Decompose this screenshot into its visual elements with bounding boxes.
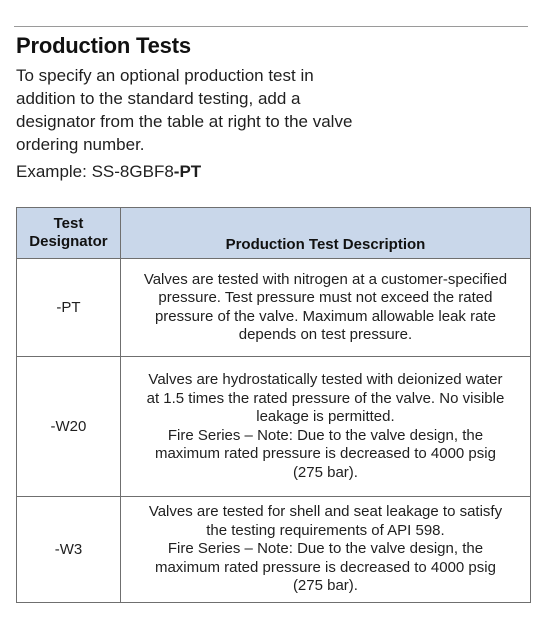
description-line: the testing requirements of API 598. [206, 521, 445, 539]
description-line: pressure. Test pressure must not exceed the rated [158, 289, 493, 306]
intro-paragraph: To specify an optional production test in addition to the standard testing, add a designator from the table at right to the valve ordering number. [16, 66, 353, 154]
table-row [17, 259, 531, 357]
description-cell [120, 357, 530, 497]
production-tests-table [16, 207, 531, 603]
description-line: Fire Series – Note: Due to the valve design, the [167, 426, 484, 444]
designator-cell: -W3 [17, 497, 121, 603]
table-header-row [17, 208, 531, 259]
top-divider [14, 26, 528, 27]
description-line: leakage is permitted. [256, 408, 395, 425]
designator-cell: -W20 [17, 357, 121, 497]
description-line: (275 bar). [292, 577, 358, 595]
description-line: Valves are tested for shell and seat leakage to satisfy [148, 503, 503, 521]
section-title: Production Tests [16, 33, 191, 58]
description-line: (275 bar). [292, 463, 358, 481]
table-row [17, 357, 531, 497]
table-row [17, 497, 531, 603]
example-line [16, 160, 201, 183]
description-line: maximum rated pressure is decreased to 4000 psig [154, 445, 496, 462]
header-description: Production Test Description [120, 208, 530, 259]
example-prefix: Example: SS-8GBF8 [16, 162, 174, 181]
description-line: at 1.5 times the rated pressure of the valve. No visible [146, 389, 505, 407]
description-line: Valves are hydrostatically tested with deionized water [148, 371, 503, 388]
header-designator-line1: Test [53, 215, 84, 232]
designator-cell: -PT [17, 259, 121, 357]
description-line: pressure of the valve. Maximum allowable leak rate [154, 307, 496, 325]
description-cell [120, 259, 530, 357]
description-line: maximum rated pressure is decreased to 4000 psig [154, 558, 496, 576]
description-line: Fire Series – Note: Due to the valve design, the [167, 540, 484, 558]
description-line: depends on test pressure. [238, 326, 413, 343]
description-line: Valves are tested with nitrogen at a customer-specified [143, 270, 508, 288]
header-test-designator [17, 208, 121, 259]
example-designator: -PT [173, 162, 202, 181]
description-cell [120, 497, 530, 603]
header-designator-line2: Designator [29, 233, 108, 250]
